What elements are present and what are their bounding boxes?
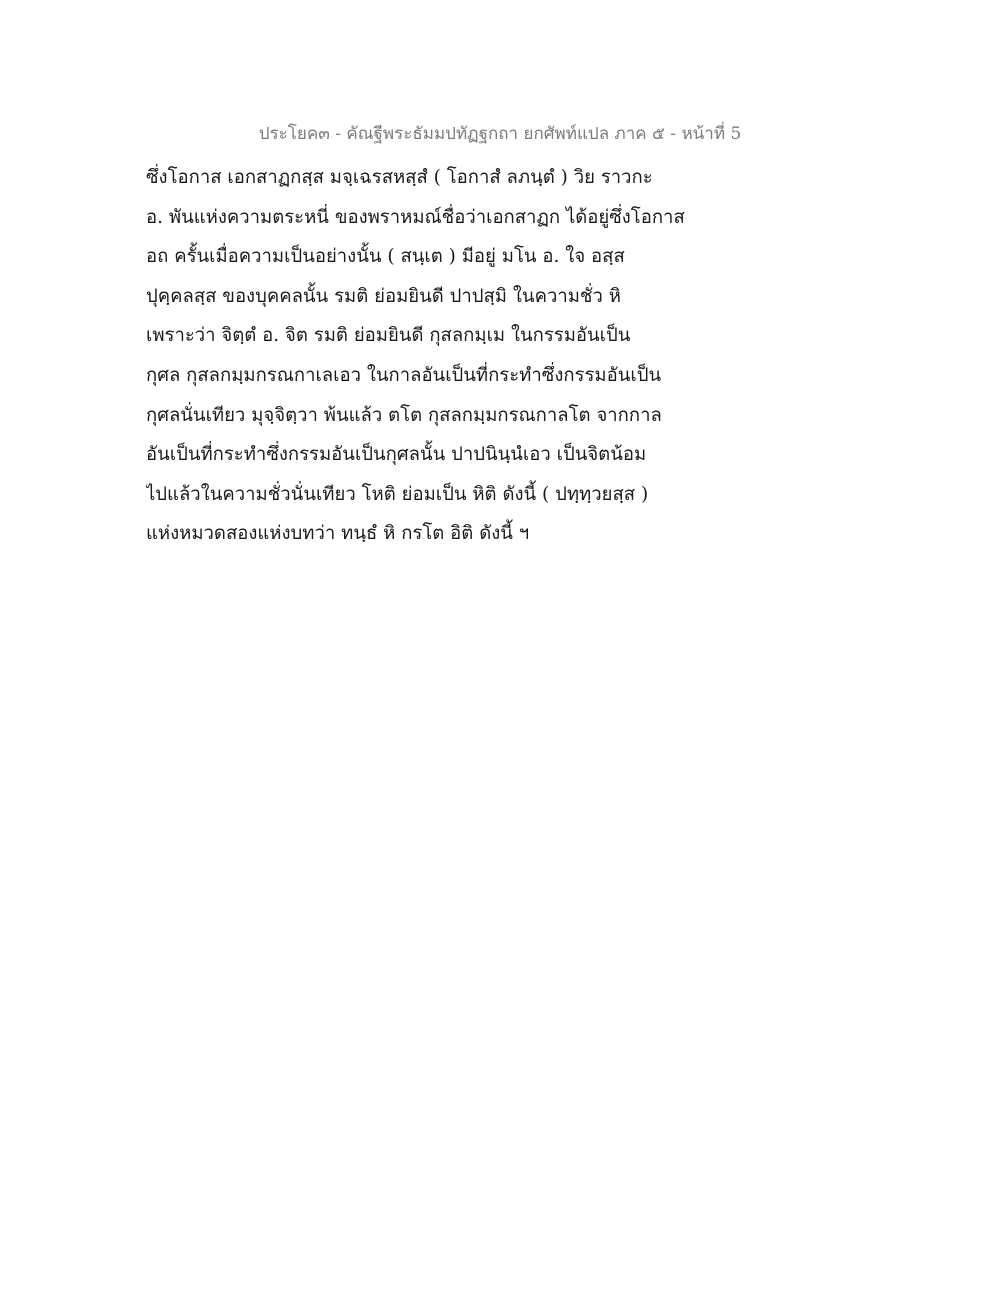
- text-line: อถ ครั้นเมื่อความเป็นอย่างนั้น ( สนฺเต ) มีอยู่ มโน อ. ใจ อสฺส: [146, 246, 625, 268]
- text-line: อันเป็นที่กระทำซึ่งกรรมอันเป็นกุศลนั้น ปาปนินฺนํเอว เป็นจิตน้อม: [146, 444, 647, 466]
- text-line: แห่งหมวดสองแห่งบทว่า ทนฺธํ หิ กรโต อิติ ดังนี้ ฯ: [146, 523, 530, 545]
- text-line: กุศลนั่นเทียว มุจฺจิตฺวา พ้นแล้ว ตโต กุสลกมฺมกรณกาลโต จากกาล: [146, 404, 662, 426]
- text-line: กุศล กุสลกมฺมกรณกาเลเอว ในกาลอันเป็นที่กระทำซึ่งกรรมอันเป็น: [146, 364, 662, 386]
- text-line: ไปแล้วในความชั่วนั่นเทียว โหติ ย่อมเป็น หิติ ดังนี้ ( ปทฺทฺวยสฺส ): [146, 483, 649, 505]
- body-text: [146, 158, 706, 554]
- running-header: ประโยค๓ - คัณฐีพระธัมมปทัฏฐกถา ยกศัพท์แปล ภาค ๕ - หน้าที่ 5: [258, 124, 742, 144]
- text-line: อ. พันแห่งความตระหนี่ ของพราหมณ์ชื่อว่าเอกสาฏก ได้อยู่ซึ่งโอกาส: [146, 206, 685, 228]
- text-line: เพราะว่า จิตฺตํ อ. จิต รมติ ย่อมยินดี กุสลกมฺเม ในกรรมอันเป็น: [146, 325, 631, 347]
- text-line: ซึ่งโอกาส เอกสาฏกสฺส มจฺเฉรสหสฺสํ ( โอกาสํ ลภนฺตํ ) วิย ราวกะ: [146, 167, 653, 188]
- text-line: ปุคฺคลสฺส ของบุคคลนั้น รมติ ย่อมยินดี ปาปสฺมิ ในความชั่ว หิ: [146, 285, 621, 307]
